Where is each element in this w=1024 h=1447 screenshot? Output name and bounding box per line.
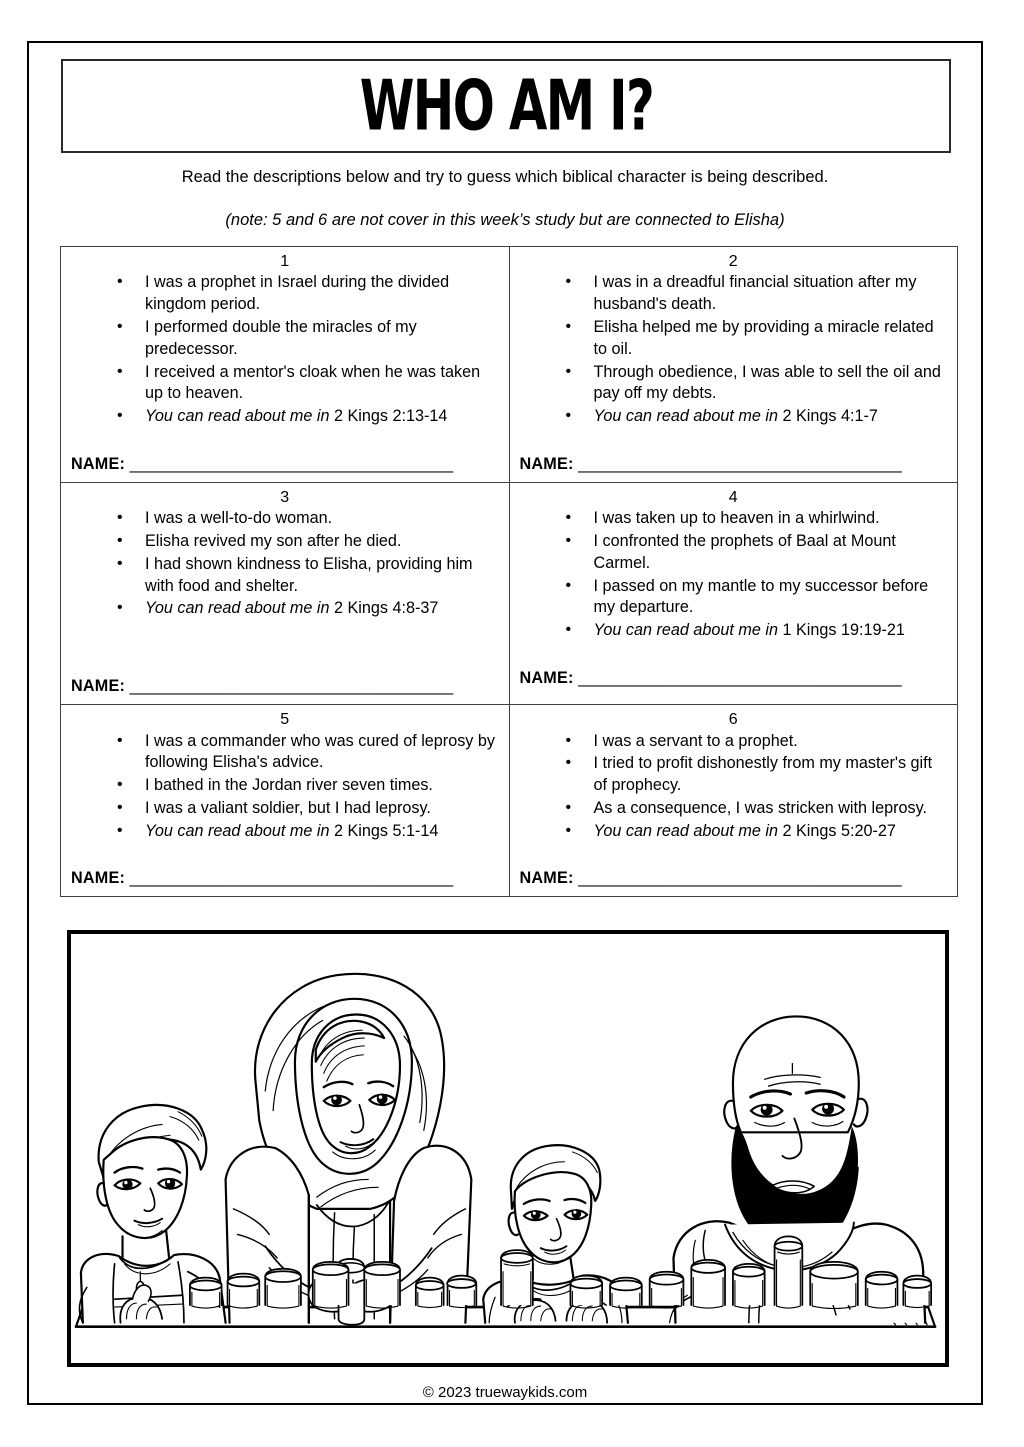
list-item: • Elisha helped me by providing a miracle related to oil.: [566, 317, 948, 361]
title-box: [61, 59, 951, 153]
name-input-line[interactable]: ______________________________________: [578, 454, 902, 473]
name-input-line[interactable]: ______________________________________: [129, 454, 453, 473]
name-answer-row[interactable]: [520, 669, 948, 688]
name-label: NAME:: [519, 454, 574, 473]
clue-number: 6: [728, 711, 738, 729]
table-row: [61, 705, 958, 897]
name-answer-row[interactable]: [71, 869, 499, 888]
list-item: • I was a servant to a prophet.: [566, 731, 948, 753]
spacer: [520, 843, 948, 859]
table-row: [61, 247, 958, 483]
reference-lead: You can read about me in: [593, 821, 778, 840]
spacer: [71, 429, 499, 445]
clue-bullet-list: [520, 731, 948, 843]
clue-bullet-list: [520, 272, 948, 427]
list-item: • I had shown kindness to Elisha, providing him with food and shelter.: [117, 554, 499, 598]
name-input-line[interactable]: ______________________________________: [129, 869, 453, 888]
name-label: NAME:: [519, 668, 574, 687]
list-item: • I was in a dreadful financial situation after my husband's death.: [566, 272, 948, 316]
list-item: • I confronted the prophets of Baal at Mount Carmel.: [566, 531, 948, 575]
name-input-line[interactable]: ______________________________________: [578, 668, 902, 687]
reference-verse: 2 Kings 4:1-7: [782, 407, 878, 426]
list-item-reference: [566, 821, 948, 843]
list-item-reference: [117, 821, 499, 843]
list-item-reference: [566, 620, 948, 642]
page-title: WHO AM I?: [359, 64, 653, 147]
list-item: • As a consequence, I was stricken with leprosy.: [566, 798, 948, 820]
clue-bullet-list: [520, 508, 948, 642]
clue-cell-1: [61, 247, 510, 483]
spacer: [520, 643, 948, 659]
clue-number: 3: [280, 488, 290, 506]
clue-bullet-list: [71, 731, 499, 843]
illustration-frame: [67, 930, 949, 1367]
name-label: NAME:: [71, 869, 126, 888]
list-item: • I passed on my mantle to my successor before my departure.: [566, 576, 948, 620]
intro-instruction: Read the descriptions below and try to guess which biblical character is being described.: [181, 168, 829, 186]
list-item-reference: [566, 406, 948, 428]
clue-cell-6: [509, 705, 958, 897]
clue-bullet-list: [71, 508, 499, 620]
table-row: [61, 482, 958, 704]
worksheet-page: [27, 41, 983, 1405]
reference-verse: 2 Kings 5:20-27: [782, 821, 896, 840]
list-item-reference: [117, 598, 499, 620]
name-answer-row[interactable]: [520, 455, 948, 474]
spacer: [71, 621, 499, 667]
reference-verse: 2 Kings 4:8-37: [334, 599, 439, 618]
name-answer-row[interactable]: [520, 869, 948, 888]
list-item-reference: [117, 406, 499, 428]
clue-cell-2: [509, 247, 958, 483]
list-item: • I performed double the miracles of my predecessor.: [117, 317, 499, 361]
reference-lead: You can read about me in: [145, 599, 330, 618]
copyright-footer: © 2023 truewaykids.com: [422, 1384, 588, 1401]
clue-table: [60, 246, 958, 897]
name-answer-row[interactable]: [71, 677, 499, 696]
reference-lead: You can read about me in: [145, 821, 330, 840]
list-item: • I was a commander who was cured of leprosy by following Elisha's advice.: [117, 731, 499, 775]
list-item: • Through obedience, I was able to sell the oil and pay off my debts.: [566, 362, 948, 406]
reference-lead: You can read about me in: [593, 621, 778, 640]
list-item: • Elisha revived my son after he died.: [117, 531, 499, 553]
clue-number: 2: [728, 253, 738, 270]
clue-cell-5: [61, 705, 510, 897]
list-item: • I was taken up to heaven in a whirlwind.: [566, 508, 948, 530]
reference-verse: 2 Kings 2:13-14: [334, 407, 448, 426]
reference-lead: You can read about me in: [593, 407, 778, 426]
list-item: • I tried to profit dishonestly from my master's gift of prophecy.: [566, 753, 948, 797]
clue-cell-4: [509, 482, 958, 704]
clue-bullet-list: [71, 272, 499, 427]
clue-number: 5: [280, 711, 290, 729]
spacer: [520, 429, 948, 445]
clue-cell-3: [61, 482, 510, 704]
name-label: NAME:: [71, 454, 126, 473]
list-item: • I was a valiant soldier, but I had leprosy.: [117, 798, 499, 820]
intro-note: (note: 5 and 6 are not cover in this week’s study but are connected to Elisha): [225, 211, 785, 229]
clue-number: 4: [728, 488, 738, 506]
reference-verse: 2 Kings 5:1-14: [334, 821, 439, 840]
name-input-line[interactable]: ______________________________________: [578, 869, 902, 888]
name-label: NAME:: [71, 677, 126, 696]
widow-oil-jars-illustration: [71, 934, 945, 1363]
list-item: • I bathed in the Jordan river seven times.: [117, 775, 499, 797]
reference-verse: 1 Kings 19:19-21: [782, 621, 905, 640]
reference-lead: You can read about me in: [145, 407, 330, 426]
name-input-line[interactable]: ______________________________________: [129, 677, 453, 696]
clue-number: 1: [280, 253, 290, 270]
list-item: • I was a well-to-do woman.: [117, 508, 499, 530]
spacer: [71, 843, 499, 859]
list-item: • I received a mentor's cloak when he was taken up to heaven.: [117, 362, 499, 406]
name-label: NAME:: [519, 869, 574, 888]
name-answer-row[interactable]: [71, 455, 499, 474]
list-item: • I was a prophet in Israel during the divided kingdom period.: [117, 272, 499, 316]
